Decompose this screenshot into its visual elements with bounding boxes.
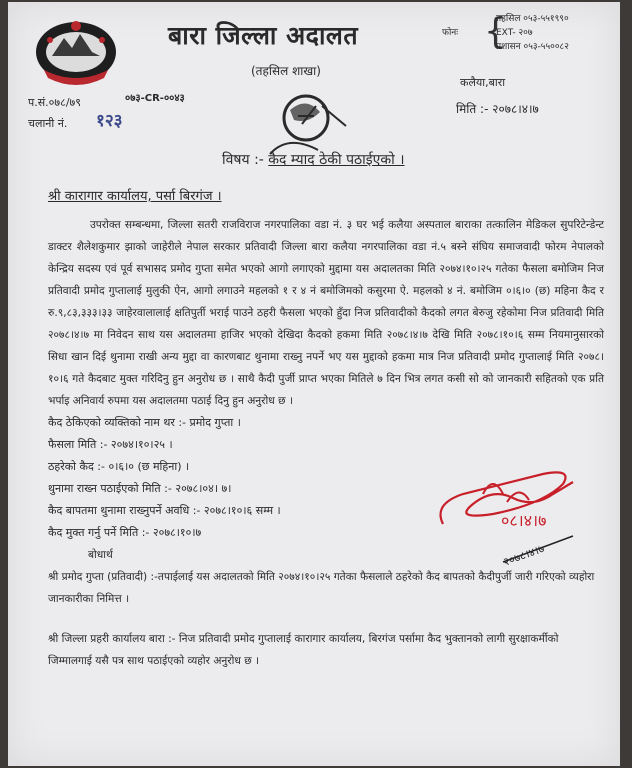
case-number: ०७३-CR-००४३ xyxy=(125,93,185,104)
letter-paper xyxy=(8,2,620,766)
dispatch-label: चलानी नं. xyxy=(28,117,68,130)
signature-icon xyxy=(423,454,588,584)
court-title: बारा जिल्ला अदालत xyxy=(168,21,359,50)
letter-body xyxy=(48,214,604,672)
main-paragraph: उपरोक्त सम्बन्धमा, जिल्ला सतरी राजविराज नगरपालिका वडा नं. ३ घर भई कलैया अस्पताल बाराका तत्कालिन मेडिकल सुपरिटेन्डेन्ट डाक्टर शैलेशकुमार झाको जाहेरीले नेपाल सरकार प्रतिवादी जिल्ला बारा कलैया नगरपालिका वडा नं.५ बस्ने संघिय समाजवादी फोरम नेपालको केन्द्रिय सदस्य एवं पूर्व सभासद प्रमोद गुप्ता समेत भएको आगो लगाएको मुद्दामा यस अदालतका मिति २०७४।१०।२५ गतेका फैसला बमोजिम निज प्रतिवादी प्रमोद गुप्तालाई मुलुकी ऐन, आगो लगाउने महलको १ र ४ नं बमोजिमको कसुरमा ऐ. महलको ४ नं. बमोजिम ०।६।० (छ) महिना कैद र रु.९,८३,३३३।३३ जाहेरवालालाई क्षतिपुर्ती भराई पाउने ठहरी फैसला भएको हुँदा निज प्रतिवादीको कैदको लगत बेरुजु रहेकोमा निज प्रतिवादी मिति २०७८।४।७ मा निवेदन साथ यस अदालतमा हाजिर भएको देखिदा कैदको हकमा मिति २०७८।४।७ देखि मिति २०७८।१०।६ सम्म नियमानुसारको सिधा खान दिई थुनामा राखी अन्य मुद्दा वा कारणबाट थुनामा राख्नु नपर्ने भए यस मुद्दाको हकमा मात्र निज प्रतिवादी प्रमोद गुप्तालाई मिति २०७८।१०।६ गते कैदबाट मुक्त गरिदिनु हुन अनुरोध छ । साथै कैदी पुर्जी प्राप्त भएका मितिले ७ दिन भित्र लगत कसी सो को जानकारी सहितको एक प्रति भर्पाइ अनिवार्य रुपमा यस अदालतमा पठाई दिनु हुन अनुरोध छ । xyxy=(48,219,604,407)
government-emblem-icon xyxy=(30,12,122,88)
detail-row: फैसला मिति :- २०७४।१०।२५ । xyxy=(48,438,173,451)
phone-line: EXT- २०७ xyxy=(496,28,533,38)
detail-row: ठहरेको कैद :- ०।६।० (छ महिना) । xyxy=(48,460,190,473)
subject-label: विषय :- xyxy=(222,152,264,168)
info-line: श्री प्रमोद गुप्ता (प्रतिवादी) :-तपाईलाई यस अदालतको मिति २०७४।१०।२५ गतेका फैसलाले ठहरेको कैद बापतको कैदीपुर्जी जारी गरिएको व्यहोरा जानकारीका निमित्त । xyxy=(48,571,595,605)
dispatch-number: १२३ xyxy=(96,111,123,131)
info-heading: बोधार्थ xyxy=(88,549,113,561)
detail-row: थुनामा राख्न पठाईएको मिति :- २०७८।०४। ७। xyxy=(48,482,232,495)
phone-line: तहसिल ०५३-५५१९९० xyxy=(496,14,569,24)
reference-number: प.सं.०७८/७९ xyxy=(28,96,81,109)
section-name: (तहसिल शाखा) xyxy=(251,64,321,78)
closing-line: श्री जिल्ला प्रहरी कार्यालय बारा :- निज प्रतिवादी प्रमोद गुप्तालाई कारागार कार्यालय, बिरगंज पर्सामा कैद भुक्तानको लागी सुरक्षाकर्मीको जिम्मालगाई यसै पत्र साथ पठाईएको व्यहोर अनुरोध छ । xyxy=(48,633,559,667)
place: कलैया,बारा xyxy=(460,76,506,89)
detail-row: कैद मुक्त गर्नु पर्ने मिति :- २०७८।१०।७ xyxy=(48,526,202,539)
letter-date: मिति :- २०७८।४।७ xyxy=(456,102,539,116)
recipient: श्री कारागार कार्यालय, पर्सा बिरगंज । xyxy=(48,189,222,204)
detail-row: कैद ठेकिएको व्यक्तिको नाम थर :- प्रमोद गुप्ता । xyxy=(48,416,241,429)
stamp-date: २०७८।४।७ xyxy=(501,542,547,569)
subject-line xyxy=(222,150,405,169)
subject-text: कैद म्याद ठेकी पठाईएको । xyxy=(268,152,405,168)
phone-line: प्रशासन ०५३-५५००८२ xyxy=(496,42,569,52)
detail-row: कैद बापतमा थुनामा राख्नुपर्ने अवधि :- २०७८।१०।६ सम्म । xyxy=(48,504,281,517)
phone-label: फोनः xyxy=(442,28,459,38)
signature-date: ०८।४।७ xyxy=(501,511,547,530)
brace-icon: { xyxy=(484,11,507,52)
